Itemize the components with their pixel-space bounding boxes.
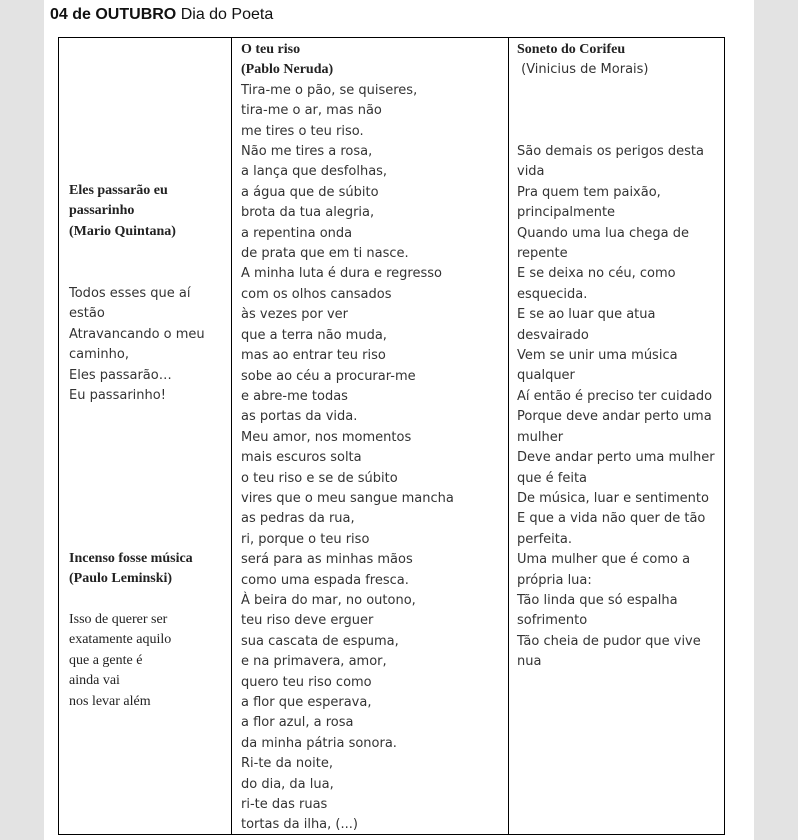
poem-line: e abre-me todas [241,388,348,404]
poem-line: E se deixa no céu, como [517,266,676,282]
column-neruda [232,38,509,834]
poem-line: São demais os perigos desta [517,144,704,159]
poem-line: a lança que desfolhas, [241,164,388,180]
page-heading [50,6,273,24]
poem-neruda-body [241,81,508,836]
poem-line: ainda vai [69,673,120,689]
poem-line: Eles passarão… [69,367,172,383]
poem-quintana-body [59,284,231,406]
poem-line: nos levar além [69,693,151,709]
poem-line: exatamente aquilo [69,632,172,648]
poem-line: me tires o teu riso. [241,123,364,139]
poem-line: qualquer [517,368,575,384]
poem-line: esquecida. [517,286,588,302]
poem-line: Deve andar perto uma mulher [517,450,715,466]
poem-title: Soneto do Corifeu [517,42,626,57]
title-line: passarinho [69,203,135,219]
poem-line: Todos esses que aí [69,286,191,301]
poem-line: Quando uma lua chega de [517,225,689,241]
poem-vinicius-header [509,40,724,81]
poem-line: De música, luar e sentimento [517,490,709,506]
poem-line: Tão cheia de pudor que vive [517,633,701,649]
document-page [44,0,754,840]
poem-line: mulher [517,429,564,445]
poem-line: Pra quem tem paixão, [517,184,661,200]
poem-line: as portas da vida. [241,409,358,425]
poem-line: perfeita. [517,531,572,547]
poem-line: E se ao luar que atua [517,307,656,323]
poem-line: nua [517,654,542,670]
poem-line: a flor azul, a rosa [241,715,354,731]
poem-line: Vem se unir uma música [517,348,678,364]
poem-line: Tira-me o pão, se quiseres, [241,82,418,98]
poem-line: ri-te das ruas [241,797,328,813]
poem-author: (Pablo Neruda) [241,62,334,78]
poem-line: vires que o meu sangue mancha [241,490,454,506]
poem-line: sofrimento [517,613,588,629]
poem-line: mais escuros solta [241,450,362,466]
poem-line: À beira do mar, no outono, [241,592,416,608]
poem-line: que a gente é [69,652,143,668]
poem-line: caminho, [69,347,129,363]
poem-line: será para as minhas mãos [241,552,413,568]
poem-title: O teu riso [241,42,301,57]
poem-line: ri, porque o teu riso [241,531,370,547]
poem-author: (Vinicius de Morais) [517,62,649,78]
poem-line: sobe ao céu a procurar-me [241,368,416,384]
poem-line: e na primavera, amor, [241,654,387,670]
poem-neruda [232,40,508,836]
heading-date: 04 de OUTUBRO [50,6,177,23]
poem-line: brota da tua alegria, [241,205,375,221]
poem-line: vida [517,164,545,180]
title-line: Incenso fosse música [69,551,193,566]
poem-quintana-title [59,181,231,242]
poem-line: E que a vida não quer de tão [517,511,706,527]
poem-line: Não me tires a rosa, [241,144,373,160]
poem-line: tira-me o ar, mas não [241,103,382,119]
poem-line: de prata que em ti nasce. [241,246,409,262]
heading-title: Dia do Poeta [180,6,274,23]
title-line: (Mario Quintana) [69,223,176,239]
column-quintana-leminski [59,38,232,834]
poem-line: do dia, da lua, [241,776,334,792]
poem-line: própria lua: [517,572,592,588]
poem-line: teu riso deve erguer [241,613,374,629]
poem-line: o teu riso e se de súbito [241,470,398,486]
poem-line: Porque deve andar perto uma [517,409,712,425]
poem-line: a repentina onda [241,225,353,241]
poem-line: que a terra não muda, [241,327,387,343]
column-vinicius [509,38,724,834]
poem-line: Atravancando o meu [69,326,205,342]
poem-line: Ri-te da noite, [241,756,333,772]
poem-line: Tão linda que só espalha [517,592,678,608]
poem-line: sua cascata de espuma, [241,633,399,649]
poem-line: às vezes por ver [241,307,349,323]
poem-leminski-title [59,549,231,590]
poem-line: a flor que esperava, [241,695,372,710]
poem-line: Aí então é preciso ter cuidado [517,388,713,404]
poem-line: que é feita [517,470,588,486]
title-line: (Paulo Leminski) [69,571,173,587]
poems-table [58,37,725,835]
poem-line: quero teu riso como [241,674,372,690]
poem-line: Uma mulher que é como a [517,552,691,568]
poem-line: tortas da ilha, (...) [241,817,358,833]
poem-line: da minha pátria sonora. [241,735,397,751]
poem-line: como uma espada fresca. [241,572,409,588]
poem-line: A minha luta é dura e regresso [241,266,442,282]
poem-vinicius-body [509,142,724,673]
poem-line: Eu passarinho! [69,388,166,404]
title-line: Eles passarão eu [69,183,168,198]
poem-line: estão [69,306,105,322]
poem-leminski-body [59,610,231,712]
poem-line: desvairado [517,327,589,343]
poem-line: Meu amor, nos momentos [241,429,412,445]
poem-line: as pedras da rua, [241,511,355,527]
poem-line: principalmente [517,205,616,221]
poem-line: mas ao entrar teu riso [241,348,386,364]
poem-line: a água que de súbito [241,184,379,200]
poem-line: Isso de querer ser [69,612,168,627]
poem-line: repente [517,246,568,262]
poem-line: com os olhos cansados [241,286,392,302]
